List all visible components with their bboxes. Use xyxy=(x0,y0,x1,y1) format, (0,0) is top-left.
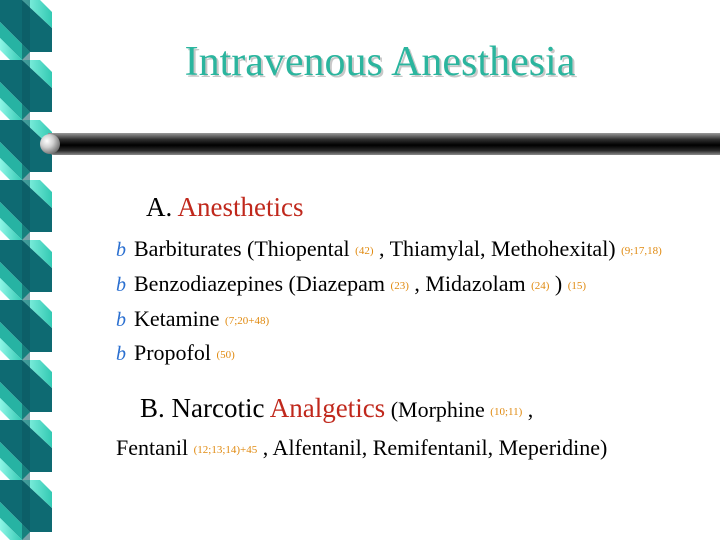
item-text: Benzodiazepines (Diazepam xyxy=(134,271,391,296)
item-text: Ketamine xyxy=(134,306,226,331)
b-bullet-icon: b xyxy=(116,309,126,331)
divider-knob xyxy=(40,134,60,154)
reference-note: (15) xyxy=(567,280,587,292)
reference-note: (42) xyxy=(355,245,374,257)
line-text: Fentanil xyxy=(116,435,194,460)
section-b-end: , xyxy=(522,397,534,422)
slide-title: Intravenous Anesthesia xyxy=(184,39,576,85)
list-item xyxy=(116,271,586,297)
b-bullet-icon: b xyxy=(116,239,126,261)
list-item xyxy=(116,340,235,366)
b-bullet-icon: b xyxy=(116,274,126,296)
reference-note: (50) xyxy=(216,349,235,361)
reference-note: (12;13;14)+45 xyxy=(193,444,258,456)
zigzag-border xyxy=(0,0,60,540)
item-text: Propofol xyxy=(134,340,217,365)
section-a-heading xyxy=(146,192,304,223)
reference-note: (23) xyxy=(390,280,409,292)
item-text: , Thiamylal, Methohexital) xyxy=(373,236,622,261)
section-b-label: Analgetics xyxy=(269,393,386,423)
reference-note: (10;11) xyxy=(490,406,523,418)
reference-note: (9;17,18) xyxy=(621,245,662,257)
list-item xyxy=(116,306,269,332)
title-divider xyxy=(48,133,720,155)
section-b-heading xyxy=(140,393,533,424)
section-b-prefix: B. Narcotic xyxy=(140,393,270,423)
item-text: Barbiturates (Thiopental xyxy=(134,236,356,261)
section-a-prefix: A. xyxy=(146,192,178,222)
line-text: , Alfentanil, Remifentanil, Meperidine) xyxy=(257,435,608,460)
list-item xyxy=(116,236,662,262)
item-text: ) xyxy=(549,271,568,296)
item-text: , Midazolam xyxy=(408,271,532,296)
b-bullet-icon: b xyxy=(116,343,126,365)
reference-note: (24) xyxy=(531,280,550,292)
reference-note: (7;20+48) xyxy=(225,315,270,327)
section-b-continuation xyxy=(116,435,607,461)
section-a-label: Anesthetics xyxy=(177,192,304,222)
section-b-after: (Morphine xyxy=(385,397,491,422)
